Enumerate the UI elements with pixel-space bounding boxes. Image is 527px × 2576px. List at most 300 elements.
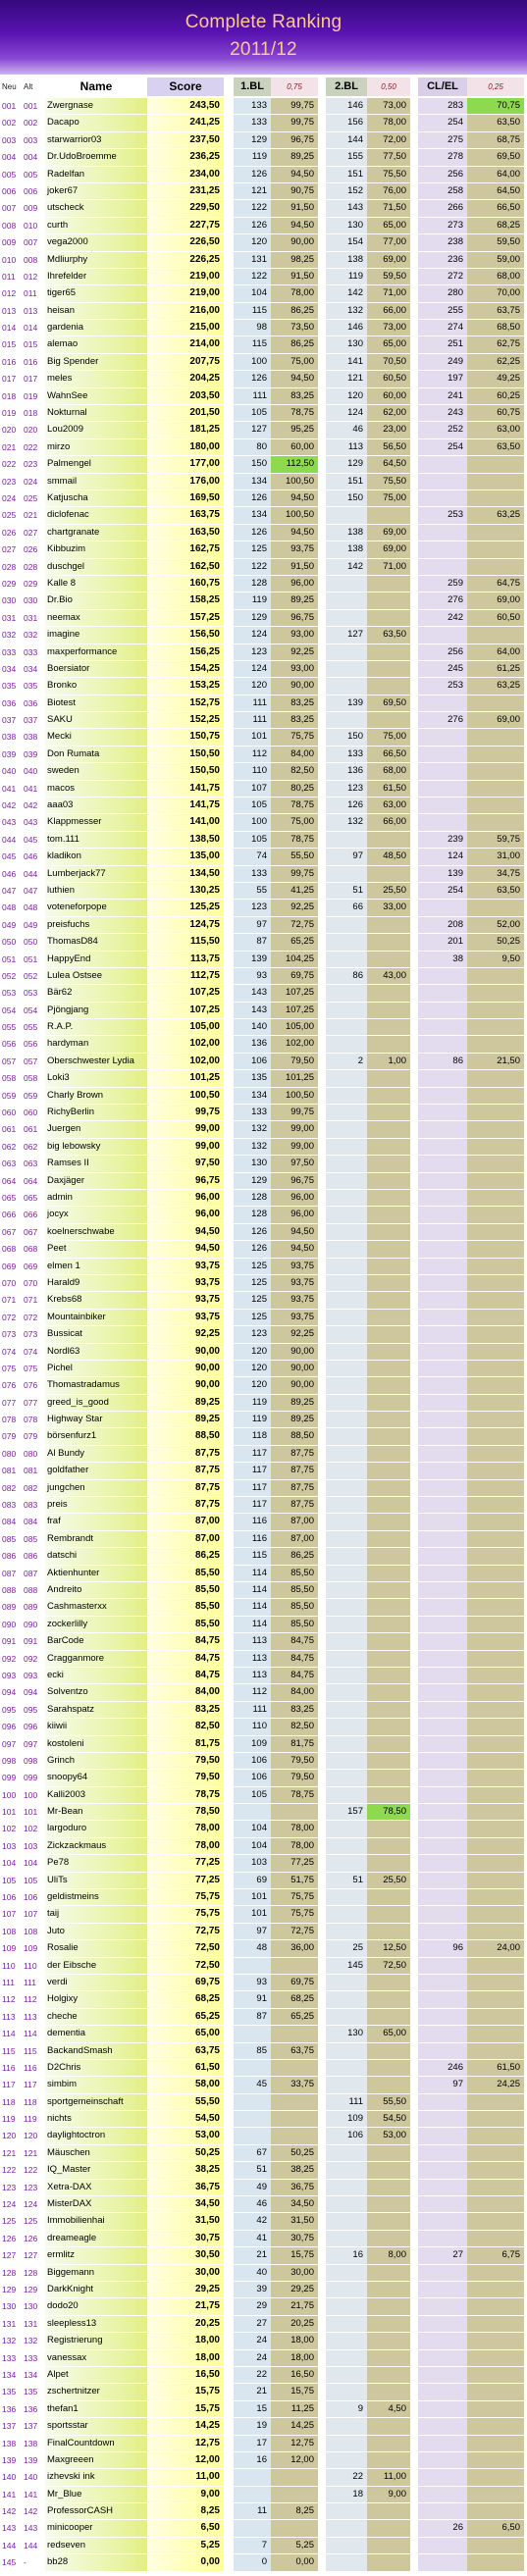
table-row xyxy=(0,1480,524,1497)
bl2-points xyxy=(326,2367,367,2384)
player-name: Bronko xyxy=(45,678,147,695)
player-name: starwarrior03 xyxy=(45,132,147,149)
bl2-points xyxy=(326,1395,367,1412)
total-score: 93,75 xyxy=(147,1310,224,1326)
player-name: imagine xyxy=(45,627,147,644)
clel-weighted xyxy=(467,2350,524,2367)
player-name: R.A.P. xyxy=(45,1019,147,1036)
old-rank-cell: 109 xyxy=(24,1940,45,1957)
table-row xyxy=(0,1838,524,1855)
old-rank-cell: 106 xyxy=(24,1889,45,1906)
player-name: Radelfan xyxy=(45,167,147,183)
bl1-weighted: 20,25 xyxy=(271,2316,318,2333)
total-score: 14,25 xyxy=(147,2418,224,2435)
player-name: Lou2009 xyxy=(45,422,147,438)
clel-points xyxy=(418,2111,467,2128)
table-row xyxy=(0,2520,524,2537)
clel-points: 254 xyxy=(418,115,467,131)
clel-weighted: 52,00 xyxy=(467,917,524,934)
clel-points: 86 xyxy=(418,1054,467,1070)
old-rank-cell: 092 xyxy=(24,1651,45,1668)
new-rank-cell: 065 xyxy=(2,1190,24,1207)
bl2-points xyxy=(326,592,367,609)
new-rank-cell: 028 xyxy=(2,559,24,576)
table-row xyxy=(0,917,524,934)
player-name: preisfuchs xyxy=(45,917,147,934)
clel-points xyxy=(418,1821,467,1837)
player-name: Holgixy xyxy=(45,1991,147,2008)
total-score: 87,00 xyxy=(147,1514,224,1530)
new-rank-cell: 071 xyxy=(2,1292,24,1309)
clel-weighted xyxy=(467,1787,524,1804)
player-name: UliTs xyxy=(45,1873,147,1889)
bl2-points xyxy=(326,1139,367,1156)
bl2-points xyxy=(326,1617,367,1633)
clel-weighted: 63,50 xyxy=(467,439,524,456)
bl2-points xyxy=(326,2282,367,2298)
clel-points: 38 xyxy=(418,952,467,968)
clel-weighted: 6,75 xyxy=(467,2247,524,2264)
old-rank-cell: 136 xyxy=(24,2401,45,2418)
bl1-weighted: 89,25 xyxy=(271,149,318,166)
total-score: 87,00 xyxy=(147,1531,224,1548)
bl1-points: 136 xyxy=(234,1036,271,1053)
old-rank-cell: 071 xyxy=(24,1292,45,1309)
clel-points xyxy=(418,1105,467,1121)
table-row xyxy=(0,1514,524,1530)
total-score: 38,25 xyxy=(147,2162,224,2179)
old-rank-cell: 015 xyxy=(24,336,45,353)
bl1-points: 116 xyxy=(234,1514,271,1530)
table-row xyxy=(0,1940,524,1957)
new-rank-cell: 091 xyxy=(2,1633,24,1650)
old-rank-cell: 091 xyxy=(24,1633,45,1650)
clel-weighted: 9,50 xyxy=(467,952,524,968)
clel-weighted xyxy=(467,1514,524,1530)
bl2-weighted: 25,50 xyxy=(367,883,410,900)
bl2-weighted xyxy=(367,1702,410,1719)
total-score: 30,00 xyxy=(147,2265,224,2282)
clel-points xyxy=(418,1633,467,1650)
bl2-weighted: 75,50 xyxy=(367,474,410,490)
old-rank-cell: 102 xyxy=(24,1821,45,1837)
new-rank-cell: 042 xyxy=(2,798,24,814)
total-score: 204,25 xyxy=(147,371,224,387)
bl1-weighted: 75,00 xyxy=(271,354,318,371)
total-score: 141,00 xyxy=(147,814,224,831)
new-rank-cell: 001 xyxy=(2,98,24,115)
old-rank-cell: 128 xyxy=(24,2265,45,2282)
new-rank-cell: 125 xyxy=(2,2213,24,2230)
bl1-weighted: 60,00 xyxy=(271,439,318,456)
clel-points xyxy=(418,1070,467,1087)
bl2-points: 126 xyxy=(326,798,367,814)
bl1-weighted: 90,00 xyxy=(271,1361,318,1377)
total-score: 78,75 xyxy=(147,1787,224,1804)
table-row xyxy=(0,2282,524,2298)
table-row xyxy=(0,1787,524,1804)
bl2-points: 152 xyxy=(326,183,367,200)
bl2-points xyxy=(326,2384,367,2400)
clel-points xyxy=(418,1292,467,1309)
clel-points xyxy=(418,1873,467,1889)
player-name: Dr.Bio xyxy=(45,592,147,609)
bl2-weighted: 8,00 xyxy=(367,2247,410,2264)
bl2-weighted xyxy=(367,952,410,968)
bl2-weighted xyxy=(367,1599,410,1616)
new-rank-cell: 144 xyxy=(2,2538,24,2554)
new-rank-cell: 045 xyxy=(2,849,24,865)
old-rank-cell: 062 xyxy=(24,1139,45,1156)
old-rank-cell: 035 xyxy=(24,678,45,695)
bl1-points: 129 xyxy=(234,1173,271,1190)
player-name: Klappmesser xyxy=(45,814,147,831)
new-rank-cell: 098 xyxy=(2,1753,24,1770)
old-rank-cell: 063 xyxy=(24,1156,45,1172)
bl1-points: 125 xyxy=(234,1292,271,1309)
clel-points xyxy=(418,729,467,746)
bl2-points xyxy=(326,2316,367,2333)
clel-points: 139 xyxy=(418,866,467,883)
bl2-points xyxy=(326,2145,367,2162)
table-row xyxy=(0,1412,524,1428)
bl1-points: 128 xyxy=(234,1190,271,1207)
bl2-points xyxy=(326,2538,367,2554)
old-rank-cell: 099 xyxy=(24,1770,45,1786)
bl1-weighted: 107,25 xyxy=(271,985,318,1002)
bl1-weighted xyxy=(271,2520,318,2537)
bl1-points: 21 xyxy=(234,2384,271,2400)
bl1-points: 113 xyxy=(234,1651,271,1668)
bl1-weighted: 30,75 xyxy=(271,2231,318,2247)
bl1-points: 121 xyxy=(234,183,271,200)
new-rank-cell: 067 xyxy=(2,1224,24,1241)
clel-weighted xyxy=(467,1259,524,1275)
clel-weighted xyxy=(467,968,524,985)
new-rank-cell: 082 xyxy=(2,1480,24,1497)
clel-points: 258 xyxy=(418,183,467,200)
player-name: HappyEnd xyxy=(45,952,147,968)
bl2-points xyxy=(326,1412,367,1428)
bl1-weighted: 92,25 xyxy=(271,644,318,661)
bl2-points xyxy=(326,1156,367,1172)
old-rank-cell: 133 xyxy=(24,2350,45,2367)
old-rank-cell: 066 xyxy=(24,1207,45,1223)
total-score: 141,75 xyxy=(147,781,224,798)
total-score: 88,50 xyxy=(147,1428,224,1445)
old-rank-cell: 134 xyxy=(24,2367,45,2384)
old-rank-cell: 007 xyxy=(24,234,45,251)
total-score: 68,25 xyxy=(147,1991,224,2008)
new-rank-cell: 021 xyxy=(2,439,24,456)
clel-points: 241 xyxy=(418,388,467,405)
player-name: Juergen xyxy=(45,1121,147,1138)
new-rank-cell: 135 xyxy=(2,2384,24,2400)
player-name: elmen 1 xyxy=(45,1259,147,1275)
clel-points xyxy=(418,1770,467,1786)
bl1-weighted: 75,75 xyxy=(271,1889,318,1906)
bl2-weighted: 71,00 xyxy=(367,285,410,302)
old-rank-cell: 069 xyxy=(24,1259,45,1275)
bl2-points xyxy=(326,2213,367,2230)
player-name: D2Chris xyxy=(45,2060,147,2077)
clel-points: 242 xyxy=(418,610,467,627)
total-score: 81,75 xyxy=(147,1736,224,1753)
clel-weighted xyxy=(467,2128,524,2144)
bl1-points: 93 xyxy=(234,968,271,985)
clel-weighted xyxy=(467,2452,524,2469)
clel-weighted xyxy=(467,2401,524,2418)
clel-points xyxy=(418,747,467,763)
total-score: 6,50 xyxy=(147,2520,224,2537)
clel-weighted xyxy=(467,2180,524,2196)
bl2-points: 123 xyxy=(326,781,367,798)
clel-points xyxy=(418,474,467,490)
bl1-points: 150 xyxy=(234,456,271,473)
bl1-points: 41 xyxy=(234,2231,271,2247)
old-rank-cell: 130 xyxy=(24,2298,45,2315)
bl2-weighted xyxy=(367,1259,410,1275)
title-banner xyxy=(0,0,527,75)
new-rank-cell: 092 xyxy=(2,1651,24,1668)
bl1-points xyxy=(234,1804,271,1821)
old-rank-cell: 044 xyxy=(24,866,45,883)
bl2-points xyxy=(326,1121,367,1138)
old-rank-cell: 050 xyxy=(24,934,45,951)
bl1-weighted: 30,00 xyxy=(271,2265,318,2282)
table-row xyxy=(0,1310,524,1326)
clel-weighted xyxy=(467,781,524,798)
total-score: 156,50 xyxy=(147,627,224,644)
bl2-points: 146 xyxy=(326,98,367,115)
table-row xyxy=(0,183,524,200)
bl2-weighted xyxy=(367,1906,410,1923)
old-rank-cell: 117 xyxy=(24,2077,45,2093)
bl2-points: 133 xyxy=(326,747,367,763)
new-rank-cell: 053 xyxy=(2,985,24,1002)
table-row xyxy=(0,1804,524,1821)
bl2-points xyxy=(326,2162,367,2179)
clel-points xyxy=(418,696,467,712)
bl1-points: 93 xyxy=(234,1975,271,1991)
clel-weighted xyxy=(467,1088,524,1105)
new-rank-cell: 005 xyxy=(2,167,24,183)
old-rank-cell: 019 xyxy=(24,388,45,405)
clel-weighted: 63,25 xyxy=(467,507,524,524)
new-rank-cell: 087 xyxy=(2,1566,24,1582)
new-rank-cell: 049 xyxy=(2,917,24,934)
table-row xyxy=(0,200,524,217)
bl2-weighted xyxy=(367,1480,410,1497)
bl2-weighted xyxy=(367,1070,410,1087)
clel-weighted: 60,50 xyxy=(467,610,524,627)
bl2-points xyxy=(326,1497,367,1514)
clel-points xyxy=(418,2128,467,2144)
total-score: 99,00 xyxy=(147,1139,224,1156)
new-rank-cell: 002 xyxy=(2,115,24,131)
bl1-weighted: 75,00 xyxy=(271,814,318,831)
old-rank-cell: 131 xyxy=(24,2316,45,2333)
table-row xyxy=(0,559,524,576)
player-name: Alpet xyxy=(45,2367,147,2384)
clel-weighted: 61,50 xyxy=(467,2060,524,2077)
total-score: 158,25 xyxy=(147,592,224,609)
bl1-points: 119 xyxy=(234,1412,271,1428)
clel-weighted xyxy=(467,1105,524,1121)
bl1-points: 111 xyxy=(234,1702,271,1719)
new-rank-cell: 013 xyxy=(2,303,24,320)
total-score: 86,25 xyxy=(147,1548,224,1565)
bl2-points xyxy=(326,678,367,695)
player-name: SAKU xyxy=(45,712,147,729)
table-row xyxy=(0,2180,524,2196)
total-score: 30,50 xyxy=(147,2247,224,2264)
total-score: 30,75 xyxy=(147,2231,224,2247)
new-rank-cell: 088 xyxy=(2,1582,24,1599)
clel-points xyxy=(418,2554,467,2571)
clel-weighted: 64,00 xyxy=(467,167,524,183)
table-row xyxy=(0,1139,524,1156)
new-rank-cell: 095 xyxy=(2,1702,24,1719)
bl2-points xyxy=(326,1599,367,1616)
new-rank-cell: 140 xyxy=(2,2469,24,2486)
old-rank-cell: 112 xyxy=(24,1991,45,2008)
bl1-weighted: 96,00 xyxy=(271,576,318,592)
bl1-weighted: 85,50 xyxy=(271,1566,318,1582)
table-row xyxy=(0,729,524,746)
total-score: 65,25 xyxy=(147,2009,224,2026)
table-row xyxy=(0,883,524,900)
total-score: 85,50 xyxy=(147,1617,224,1633)
clel-weighted xyxy=(467,1548,524,1565)
table-row xyxy=(0,1924,524,1940)
bl2-weighted xyxy=(367,592,410,609)
bl2-weighted xyxy=(367,1463,410,1479)
clel-weighted: 62,75 xyxy=(467,336,524,353)
bl1-points: 105 xyxy=(234,405,271,422)
bl1-weighted: 69,75 xyxy=(271,968,318,985)
bl1-weighted: 87,75 xyxy=(271,1480,318,1497)
total-score: 77,25 xyxy=(147,1855,224,1872)
bl2-weighted: 4,50 xyxy=(367,2401,410,2418)
bl2-weighted xyxy=(367,1684,410,1701)
bl2-weighted: 78,50 xyxy=(367,1804,410,1821)
clel-weighted: 59,00 xyxy=(467,252,524,269)
bl2-weighted xyxy=(367,1855,410,1872)
bl1-points: 120 xyxy=(234,234,271,251)
clel-points xyxy=(418,1991,467,2008)
table-row xyxy=(0,1105,524,1121)
new-rank-cell: 120 xyxy=(2,2128,24,2144)
clel-points xyxy=(418,456,467,473)
player-name: greed_is_good xyxy=(45,1395,147,1412)
bl1-points: 114 xyxy=(234,1617,271,1633)
bl2-weighted xyxy=(367,1036,410,1053)
bl1-points xyxy=(234,2128,271,2144)
player-name: daylightoctron xyxy=(45,2128,147,2144)
player-name: FinalCountdown xyxy=(45,2436,147,2452)
clel-points xyxy=(418,781,467,798)
table-row xyxy=(0,1207,524,1223)
old-rank-cell: 040 xyxy=(24,763,45,780)
clel-weighted xyxy=(467,1377,524,1394)
clel-weighted xyxy=(467,1395,524,1412)
bl2-points: 16 xyxy=(326,2247,367,2264)
table-row xyxy=(0,2316,524,2333)
player-name: thefan1 xyxy=(45,2401,147,2418)
table-row xyxy=(0,1548,524,1565)
clel-weighted xyxy=(467,2265,524,2282)
bl2-points xyxy=(326,1480,367,1497)
total-score: 84,75 xyxy=(147,1668,224,1684)
bl2-weighted: 70,50 xyxy=(367,354,410,371)
bl1-points: 110 xyxy=(234,763,271,780)
total-score: 152,25 xyxy=(147,712,224,729)
total-score: 82,50 xyxy=(147,1719,224,1735)
bl2-weighted: 77,50 xyxy=(367,149,410,166)
clel-weighted xyxy=(467,696,524,712)
bl1-weighted: 29,25 xyxy=(271,2282,318,2298)
bl2-weighted xyxy=(367,2520,410,2537)
player-name: dementia xyxy=(45,2026,147,2042)
bl1-weighted: 75,75 xyxy=(271,729,318,746)
player-name: vanessax xyxy=(45,2350,147,2367)
new-rank-cell: 066 xyxy=(2,1207,24,1223)
old-rank-cell: 036 xyxy=(24,696,45,712)
total-score: 115,50 xyxy=(147,934,224,951)
bl1-points: 107 xyxy=(234,781,271,798)
bl2-weighted: 66,00 xyxy=(367,303,410,320)
clel-weighted xyxy=(467,1497,524,1514)
bl1-points: 42 xyxy=(234,2213,271,2230)
old-rank-cell: 087 xyxy=(24,1566,45,1582)
clel-points xyxy=(418,2213,467,2230)
total-score: 97,50 xyxy=(147,1156,224,1172)
bl1-points: 130 xyxy=(234,1156,271,1172)
header-new-rank: Neu xyxy=(2,82,17,91)
clel-points xyxy=(418,2418,467,2435)
bl2-weighted xyxy=(367,1173,410,1190)
player-name: redseven xyxy=(45,2538,147,2554)
player-name: ermlitz xyxy=(45,2247,147,2264)
bl1-weighted: 14,25 xyxy=(271,2418,318,2435)
clel-points: 249 xyxy=(418,354,467,371)
clel-weighted: 61,25 xyxy=(467,661,524,678)
old-rank-cell: 012 xyxy=(24,269,45,285)
clel-points xyxy=(418,1958,467,1975)
old-rank-cell: 057 xyxy=(24,1054,45,1070)
header-bl1-factor: 0,75 xyxy=(271,77,318,96)
table-row xyxy=(0,1463,524,1479)
clel-points: 283 xyxy=(418,98,467,115)
clel-weighted: 64,75 xyxy=(467,576,524,592)
bl1-points: 126 xyxy=(234,525,271,541)
old-rank-cell: 037 xyxy=(24,712,45,729)
new-rank-cell: 105 xyxy=(2,1873,24,1889)
old-rank-cell: 053 xyxy=(24,985,45,1002)
bl1-weighted: 84,75 xyxy=(271,1633,318,1650)
bl2-points: 119 xyxy=(326,269,367,285)
table-row xyxy=(0,167,524,183)
player-name: fraf xyxy=(45,1514,147,1530)
new-rank-cell: 040 xyxy=(2,763,24,780)
clel-weighted xyxy=(467,1617,524,1633)
player-name: vega2000 xyxy=(45,234,147,251)
bl1-weighted xyxy=(271,2060,318,2077)
bl2-points: 9 xyxy=(326,2401,367,2418)
bl1-points: 116 xyxy=(234,1531,271,1548)
new-rank-cell: 035 xyxy=(2,678,24,695)
